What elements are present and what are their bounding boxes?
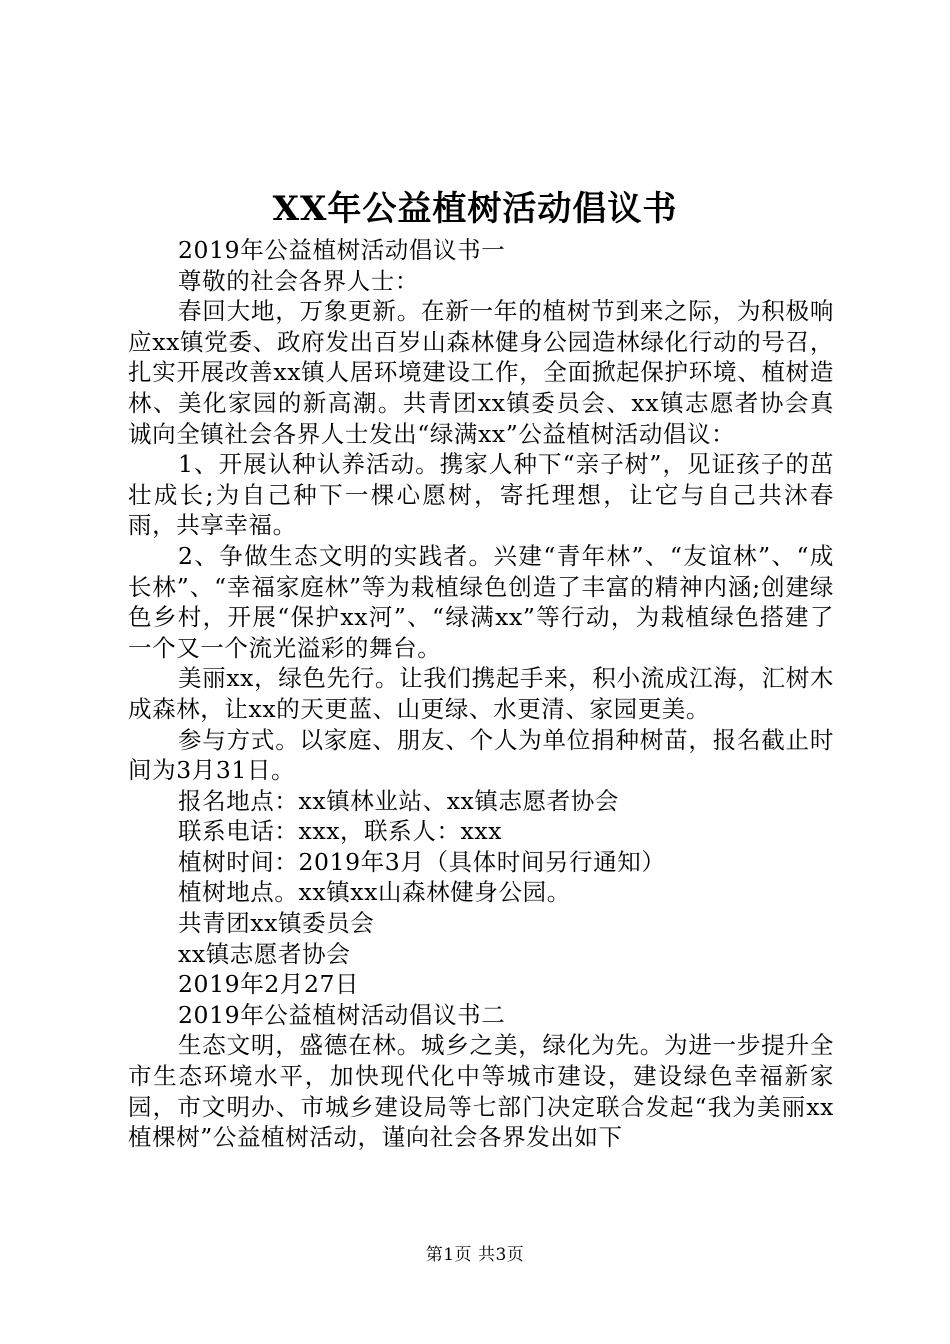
paragraph-planting-location: 植树地点。xx镇xx山森林健身公园。 (178, 878, 571, 907)
paragraph-signature-1: 共青团xx镇委员会 (178, 909, 375, 938)
paragraph-contact: 联系电话：xxx，联系人：xxx (178, 817, 503, 846)
page-footer: 第1页 共3页 (425, 1245, 525, 1265)
document-title: XX年公益植树活动倡议书 (272, 189, 678, 229)
paragraph-second-intro: 生态文明，盛德在林。城乡之美，绿化为先。为进一步提升全市生态环境水平，加快现代化中等城市建设，建设绿色幸福新家园，市文明办、市城乡建设局等七部门决定联合发起“我为美丽xx植棵树”公益植树活动，谨向社会各界发出如下 (128, 1031, 834, 1152)
paragraph-date: 2019年2月27日 (178, 970, 360, 999)
document-body (128, 235, 834, 1153)
paragraph-signup-location: 报名地点：xx镇林业站、xx镇志愿者协会 (178, 786, 620, 815)
paragraph-signature-2: xx镇志愿者协会 (178, 939, 351, 968)
paragraph-participation: 参与方式。以家庭、朋友、个人为单位捐种树苗，报名截止时间为3月31日。 (128, 725, 834, 785)
paragraph-planting-time: 植树时间：2019年3月（具体时间另行通知） (178, 847, 666, 876)
paragraph-salutation: 尊敬的社会各界人士： (178, 266, 419, 295)
paragraph-intro: 春回大地，万象更新。在新一年的植树节到来之际，为积极响应xx镇党委、政府发出百岁山森林健身公园造林绿化行动的号召，扎实开展改善xx镇人居环境建设工作，全面掀起保护环境、植树造林、美化家园的新高潮。共青团xx镇委员会、xx镇志愿者协会真诚向全镇社会各界人士发出“绿满xx”公益植树活动倡议： (128, 297, 834, 448)
paragraph-item-1: 1、开展认种认养活动。携家人种下“亲子树”，见证孩子的茁壮成长;为自己种下一棵心愿树，寄托理想，让它与自己共沐春雨，共享幸福。 (128, 450, 834, 540)
paragraph-subtitle-1: 2019年公益植树活动倡议书一 (178, 236, 506, 264)
paragraph-call: 美丽xx，绿色先行。让我们携起手来，积小流成江海，汇树木成森林，让xx的天更蓝、山更绿、水更清、家园更美。 (128, 664, 834, 723)
paragraph-item-2: 2、争做生态文明的实践者。兴建“青年林”、“友谊林”、“成长林”、“幸福家庭林”等为栽植绿色创造了丰富的精神内涵;创建绿色乡村，开展“保护xx河”、“绿满xx”等行动，为栽植绿色搭建了一个又一个流光溢彩的舞台。 (128, 541, 834, 662)
paragraph-subtitle-2: 2019年公益植树活动倡议书二 (178, 1000, 506, 1029)
